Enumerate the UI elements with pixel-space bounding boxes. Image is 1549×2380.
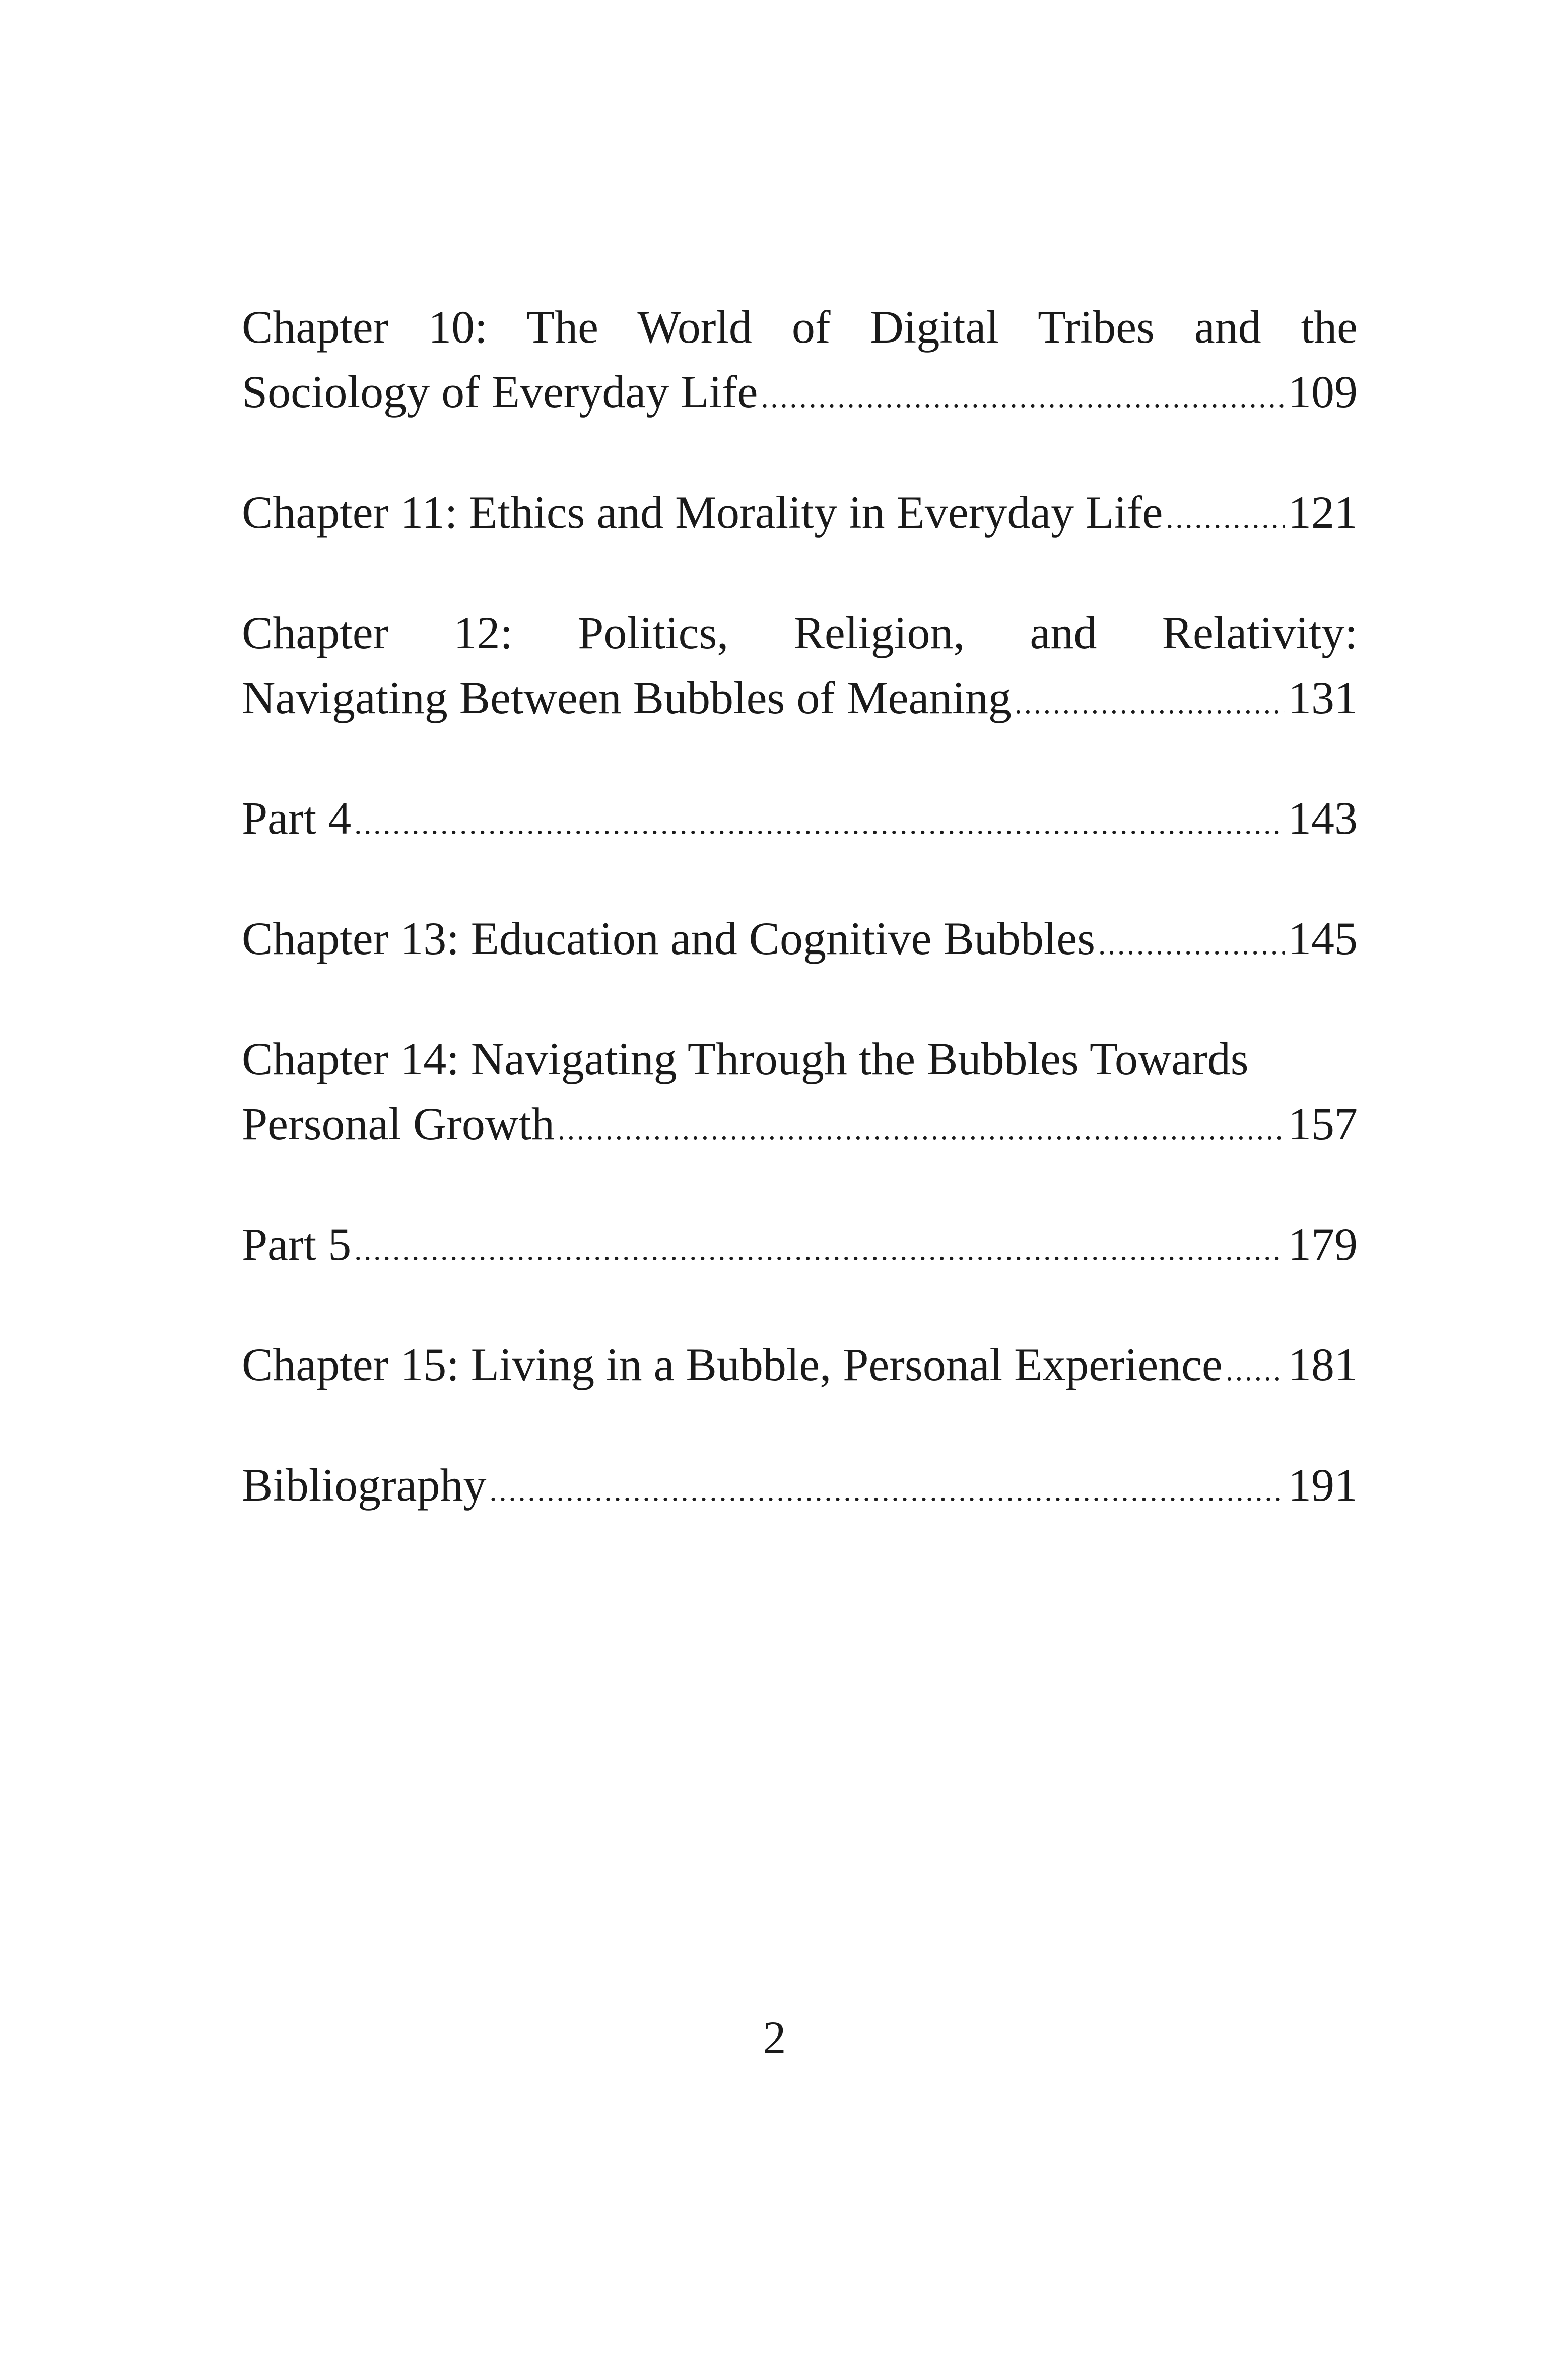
toc-page-number: 179 <box>1288 1218 1358 1270</box>
dot-leader <box>1226 1338 1285 1403</box>
toc-entry-part-4 <box>242 786 1358 856</box>
dot-leader <box>1098 912 1285 977</box>
dot-leader <box>354 791 1285 856</box>
toc-entry-row <box>242 1212 1358 1282</box>
toc-entry-title: Personal Growth <box>242 1098 555 1149</box>
toc-entry-chapter-14 <box>242 1027 1358 1162</box>
toc-entry-row <box>242 1332 1358 1403</box>
toc-page-number: 191 <box>1288 1459 1358 1511</box>
toc-entry-title-line: Chapter 14: Navigating Through the Bubbles Towards <box>242 1033 1249 1084</box>
dot-leader <box>1015 671 1285 736</box>
dot-leader <box>558 1097 1285 1162</box>
toc-page-number: 131 <box>1288 672 1358 723</box>
toc-page-number: 109 <box>1288 366 1358 418</box>
toc-entry-title: Part 4 <box>242 792 352 844</box>
toc-entry-title: Part 5 <box>242 1218 352 1270</box>
toc-entry-chapter-15 <box>242 1332 1358 1403</box>
toc-entry-chapter-11 <box>242 480 1358 551</box>
toc-entry-row <box>242 786 1358 856</box>
dot-leader <box>354 1217 1285 1282</box>
toc-entry-title: Chapter 11: Ethics and Morality in Everyday Life <box>242 487 1163 538</box>
toc-entry-title: Bibliography <box>242 1459 487 1511</box>
toc-page-number: 145 <box>1288 913 1358 964</box>
toc-entry-row <box>242 906 1358 977</box>
toc-entry-chapter-10 <box>242 295 1358 430</box>
toc-entry-title-line: Chapter 12: Politics, Religion, and Relativity: <box>242 607 1358 658</box>
toc-entry-row <box>242 360 1358 430</box>
toc-entry-row <box>242 1092 1358 1162</box>
toc-entry-row <box>242 480 1358 551</box>
toc-entry-chapter-13 <box>242 906 1358 977</box>
toc-page-number: 121 <box>1288 487 1358 538</box>
page-number: 2 <box>763 2012 786 2063</box>
toc-entry-row <box>242 1453 1358 1523</box>
toc-entry-bibliography <box>242 1453 1358 1523</box>
toc-entry-title: Sociology of Everyday Life <box>242 366 758 418</box>
toc-entry-title: Navigating Between Bubbles of Meaning <box>242 672 1012 723</box>
dot-leader <box>761 365 1286 430</box>
toc-entry-title-line: Chapter 10: The World of Digital Tribes and the <box>242 301 1358 353</box>
dot-leader <box>1166 486 1285 551</box>
toc-entry-row <box>242 665 1358 736</box>
toc-entry-part-5 <box>242 1212 1358 1282</box>
table-of-contents <box>242 295 1358 1573</box>
toc-page-number: 181 <box>1288 1339 1358 1390</box>
toc-page-number: 143 <box>1288 792 1358 844</box>
toc-entry-title: Chapter 15: Living in a Bubble, Personal Experience <box>242 1339 1223 1390</box>
toc-entry-title: Chapter 13: Education and Cognitive Bubbles <box>242 913 1096 964</box>
toc-page-number: 157 <box>1288 1098 1358 1149</box>
dot-leader <box>490 1458 1285 1523</box>
toc-entry-chapter-12 <box>242 600 1358 736</box>
